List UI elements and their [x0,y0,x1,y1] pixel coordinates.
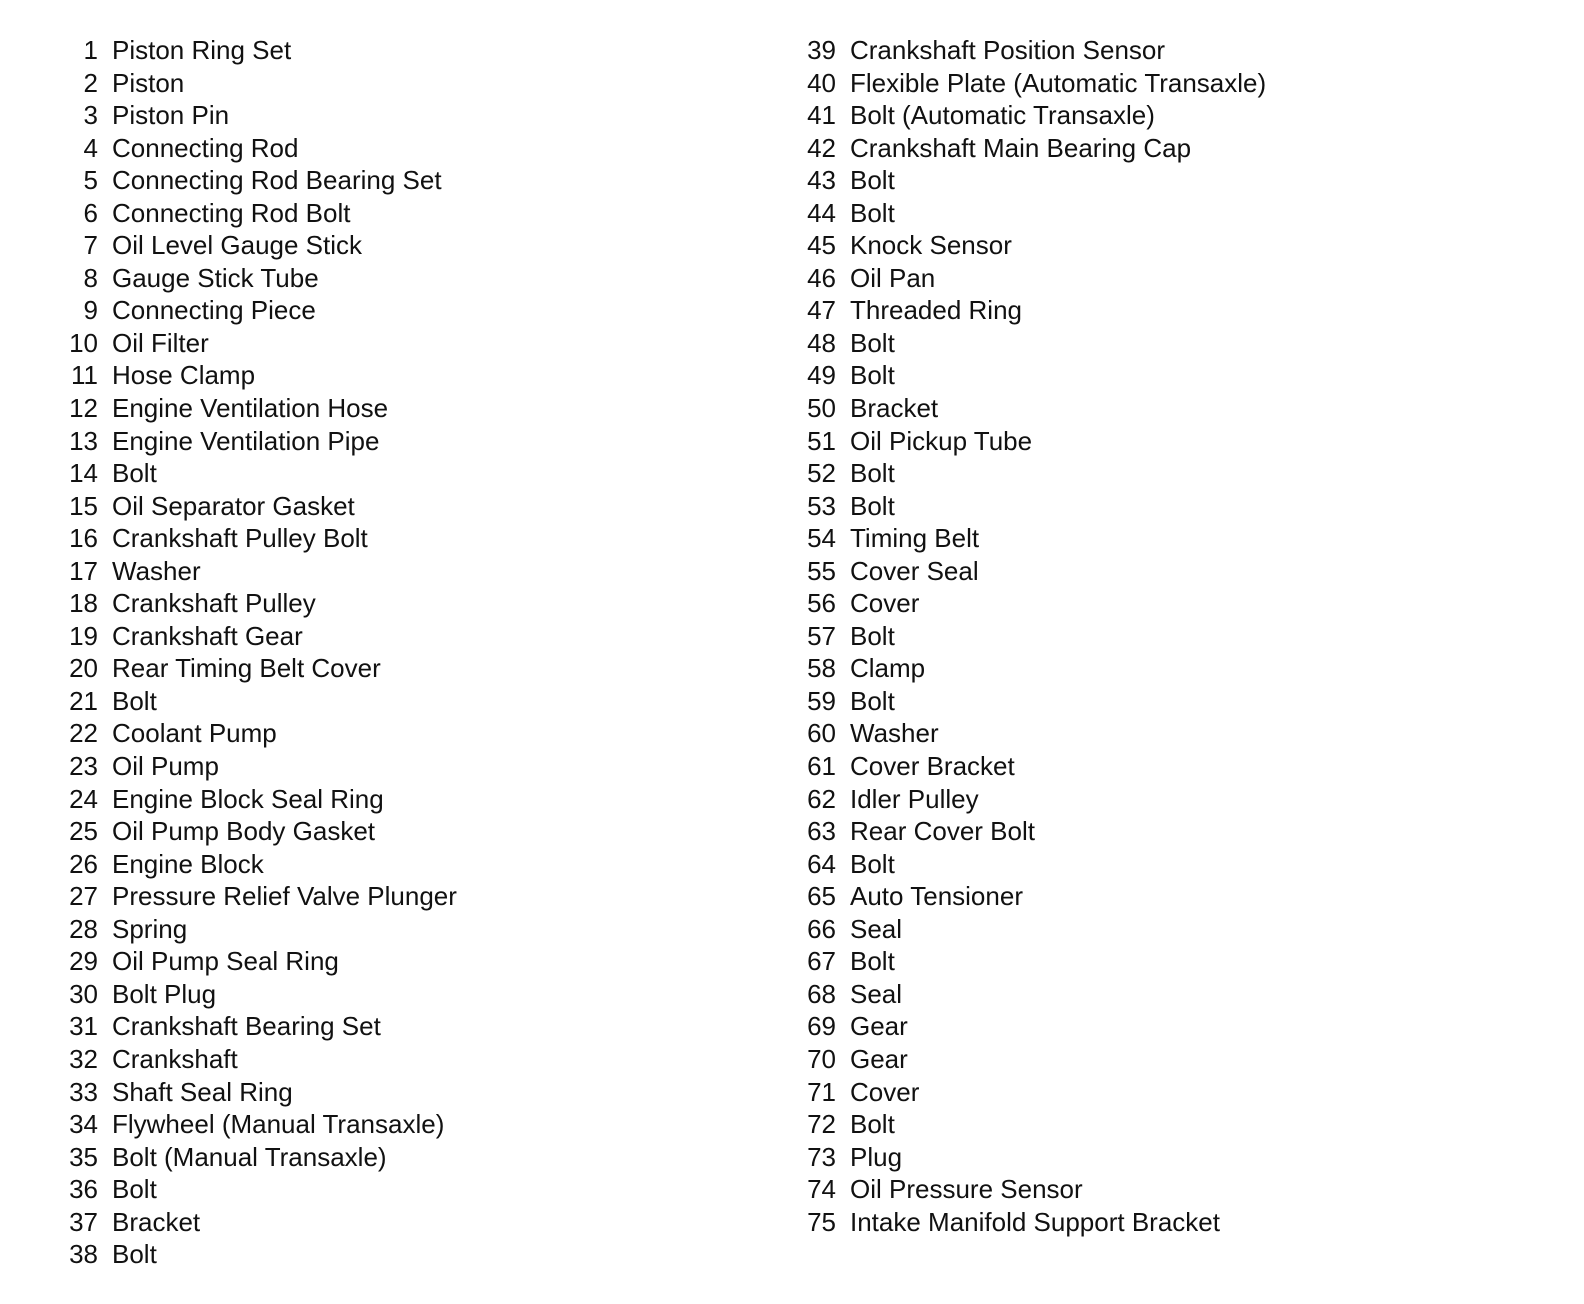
part-name: Plug [850,1141,903,1172]
part-list-item [56,164,457,197]
part-number: 9 [83,295,98,326]
part-number: 37 [69,1206,98,1237]
part-number: 58 [807,653,836,684]
part-number: 18 [69,588,98,619]
part-name: Coolant Pump [112,718,277,749]
part-name: Seal [850,913,903,944]
part-list-item [798,457,1266,490]
part-list-item [56,978,457,1011]
part-number: 68 [807,978,836,1009]
part-name: Bolt (Automatic Transaxle) [850,100,1155,131]
part-name: Spring [112,913,188,944]
part-name: Bolt [112,685,157,716]
part-name: Piston Ring Set [112,35,292,65]
part-number: 52 [807,458,836,489]
part-number: 21 [69,685,98,716]
part-number: 71 [807,1076,836,1107]
part-name: Bolt [112,1239,157,1270]
part-name: Connecting Rod [112,132,299,163]
part-list-item [798,913,1266,946]
part-number: 29 [69,946,98,977]
part-list-item [56,1141,457,1174]
part-list-item [56,522,457,555]
part-name: Cover Seal [850,555,979,586]
part-number: 40 [807,67,836,98]
part-list-item [798,164,1266,197]
part-list-item [798,815,1266,848]
part-list-item [56,652,457,685]
parts-list-right [798,34,1266,1238]
part-list-item [798,945,1266,978]
part-number: 51 [807,425,836,456]
part-number: 25 [69,816,98,847]
part-list-item [56,880,457,913]
part-number: 28 [69,913,98,944]
part-number: 42 [807,132,836,163]
part-list-item [56,457,457,490]
part-list-item [56,132,457,165]
part-list-item [798,34,1266,67]
part-list-item [798,1141,1266,1174]
part-name: Pressure Relief Valve Plunger [112,881,457,912]
part-list-item [798,294,1266,327]
part-number: 50 [807,393,836,424]
part-list-item [56,815,457,848]
part-list-item [56,1108,457,1141]
part-name: Gauge Stick Tube [112,262,319,293]
part-list-item [798,1010,1266,1043]
part-list-item [798,197,1266,230]
part-number: 32 [69,1043,98,1074]
part-list-item [798,783,1266,816]
part-number: 54 [807,523,836,554]
part-name: Bolt (Manual Transaxle) [112,1141,387,1172]
part-list-item [798,425,1266,458]
part-list-item [56,1076,457,1109]
part-number: 46 [807,262,836,293]
part-number: 44 [807,197,836,228]
part-name: Flexible Plate (Automatic Transaxle) [850,67,1267,98]
part-list-item [798,392,1266,425]
part-list-item [798,490,1266,523]
part-list-item [56,425,457,458]
part-list-item [56,1206,457,1239]
part-list-item [56,913,457,946]
part-name: Piston Pin [112,100,230,131]
part-name: Oil Separator Gasket [112,490,355,521]
part-name: Bracket [850,393,939,424]
part-list-item [56,197,457,230]
part-list-item [798,522,1266,555]
part-number: 33 [69,1076,98,1107]
part-name: Auto Tensioner [850,881,1023,912]
part-number: 3 [83,100,98,131]
part-list-item [798,717,1266,750]
part-name: Seal [850,978,903,1009]
part-name: Crankshaft Main Bearing Cap [850,132,1192,163]
part-name: Crankshaft [112,1043,238,1074]
part-list-item [798,1206,1266,1239]
part-number: 5 [83,165,98,196]
part-list-item [56,555,457,588]
part-name: Cover [850,1076,920,1107]
part-name: Threaded Ring [850,295,1022,326]
part-name: Gear [850,1011,908,1042]
part-name: Oil Pump Seal Ring [112,946,339,977]
part-name: Knock Sensor [850,230,1012,261]
part-list-item [56,327,457,360]
part-number: 17 [69,555,98,586]
part-number: 70 [807,1043,836,1074]
part-list-item [56,67,457,100]
part-list-item [56,1043,457,1076]
part-number: 14 [69,458,98,489]
part-number: 15 [69,490,98,521]
part-list-item [56,1010,457,1043]
part-number: 26 [69,848,98,879]
part-number: 41 [807,100,836,131]
part-number: 75 [807,1206,836,1237]
part-name: Rear Timing Belt Cover [112,653,381,684]
part-list-item [56,1173,457,1206]
part-number: 11 [71,360,98,391]
part-list-item [798,67,1266,100]
part-name: Cover Bracket [850,751,1015,782]
part-number: 24 [69,783,98,814]
part-name: Idler Pulley [850,783,979,814]
part-name: Rear Cover Bolt [850,816,1035,847]
part-name: Bracket [112,1206,201,1237]
part-number: 63 [807,816,836,847]
part-list-item [56,392,457,425]
part-name: Oil Pickup Tube [850,425,1033,456]
parts-list-left [56,34,457,1271]
part-number: 73 [807,1141,836,1172]
part-number: 47 [807,295,836,326]
part-number: 39 [807,35,836,65]
part-name: Intake Manifold Support Bracket [850,1206,1220,1237]
part-number: 48 [807,327,836,358]
part-number: 4 [83,132,98,163]
part-number: 49 [807,360,836,391]
part-name: Hose Clamp [112,360,256,391]
part-name: Crankshaft Gear [112,620,303,651]
part-name: Engine Block [112,848,264,879]
part-list-item [56,1238,457,1271]
part-number: 56 [807,588,836,619]
part-number: 62 [807,783,836,814]
part-name: Bolt Plug [112,978,217,1009]
part-list-item [798,1076,1266,1109]
part-number: 53 [807,490,836,521]
part-number: 22 [69,718,98,749]
part-number: 8 [83,262,98,293]
part-number: 57 [807,620,836,651]
part-list-item [56,490,457,523]
part-number: 6 [83,197,98,228]
part-number: 16 [69,523,98,554]
part-name: Bolt [850,848,895,879]
part-number: 69 [807,1011,836,1042]
part-number: 23 [69,751,98,782]
part-list-item [798,587,1266,620]
part-number: 60 [807,718,836,749]
part-name: Clamp [850,653,926,684]
part-name: Timing Belt [850,523,980,554]
part-list-item [56,717,457,750]
part-list-item [798,848,1266,881]
part-number: 10 [69,327,98,358]
part-number: 2 [83,67,98,98]
part-number: 38 [69,1239,98,1270]
part-name: Bolt [850,197,895,228]
part-name: Connecting Rod Bolt [112,197,351,228]
part-name: Oil Level Gauge Stick [112,230,363,261]
part-number: 67 [807,946,836,977]
part-name: Shaft Seal Ring [112,1076,293,1107]
part-list-item [798,229,1266,262]
part-list-item [798,327,1266,360]
part-name: Washer [850,718,939,749]
part-name: Oil Pump [112,751,219,782]
part-number: 7 [83,230,98,261]
part-list-item [798,132,1266,165]
part-name: Bolt [850,1109,895,1140]
part-number: 1 [83,35,98,65]
part-list-item [56,262,457,295]
part-list-item [56,99,457,132]
part-name: Oil Pump Body Gasket [112,816,375,847]
part-number: 36 [69,1174,98,1205]
part-name: Oil Filter [112,327,209,358]
part-list-item [798,685,1266,718]
part-name: Crankshaft Bearing Set [112,1011,381,1042]
part-number: 27 [69,881,98,912]
part-list-item [56,945,457,978]
part-number: 55 [807,555,836,586]
part-name: Bolt [850,685,895,716]
part-list-item [798,555,1266,588]
part-name: Bolt [112,1174,157,1205]
part-number: 45 [807,230,836,261]
part-number: 72 [807,1109,836,1140]
part-list-item [56,34,457,67]
part-number: 65 [807,881,836,912]
part-list-item [798,262,1266,295]
part-name: Oil Pressure Sensor [850,1174,1083,1205]
part-number: 61 [807,751,836,782]
part-list-item [56,783,457,816]
part-name: Washer [112,555,201,586]
part-list-item [56,685,457,718]
part-list-item [798,359,1266,392]
part-list-item [56,750,457,783]
part-name: Bolt [850,946,895,977]
part-number: 64 [807,848,836,879]
part-list-item [798,620,1266,653]
part-number: 20 [69,653,98,684]
part-name: Bolt [112,458,157,489]
part-number: 35 [69,1141,98,1172]
part-list-item [798,1173,1266,1206]
part-number: 30 [69,978,98,1009]
part-name: Bolt [850,165,895,196]
part-name: Engine Ventilation Pipe [112,425,380,456]
part-number: 59 [807,685,836,716]
part-name: Engine Ventilation Hose [112,393,389,424]
part-name: Gear [850,1043,908,1074]
part-number: 19 [69,620,98,651]
part-name: Engine Block Seal Ring [112,783,384,814]
part-name: Connecting Rod Bearing Set [112,165,442,196]
part-name: Bolt [850,490,895,521]
part-list-item [798,1043,1266,1076]
part-list-item [56,229,457,262]
part-name: Connecting Piece [112,295,316,326]
part-list-item [798,1108,1266,1141]
part-list-item [798,978,1266,1011]
part-name: Crankshaft Position Sensor [850,35,1166,65]
part-list-item [56,620,457,653]
part-name: Bolt [850,360,895,391]
part-list-item [56,587,457,620]
part-number: 12 [69,393,98,424]
part-number: 31 [69,1011,98,1042]
part-list-item [798,750,1266,783]
part-number: 74 [807,1174,836,1205]
part-list-item [56,294,457,327]
part-name: Crankshaft Pulley [112,588,316,619]
part-name: Bolt [850,327,895,358]
part-name: Crankshaft Pulley Bolt [112,523,368,554]
part-number: 43 [807,165,836,196]
part-list-item [56,848,457,881]
part-list-item [798,99,1266,132]
part-name: Bolt [850,458,895,489]
part-number: 13 [69,425,98,456]
part-number: 34 [69,1109,98,1140]
part-list-item [798,652,1266,685]
part-name: Flywheel (Manual Transaxle) [112,1109,445,1140]
part-name: Piston [112,67,185,98]
part-name: Oil Pan [850,262,936,293]
part-name: Cover [850,588,920,619]
part-number: 66 [807,913,836,944]
part-list-item [798,880,1266,913]
part-list-item [56,359,457,392]
part-name: Bolt [850,620,895,651]
